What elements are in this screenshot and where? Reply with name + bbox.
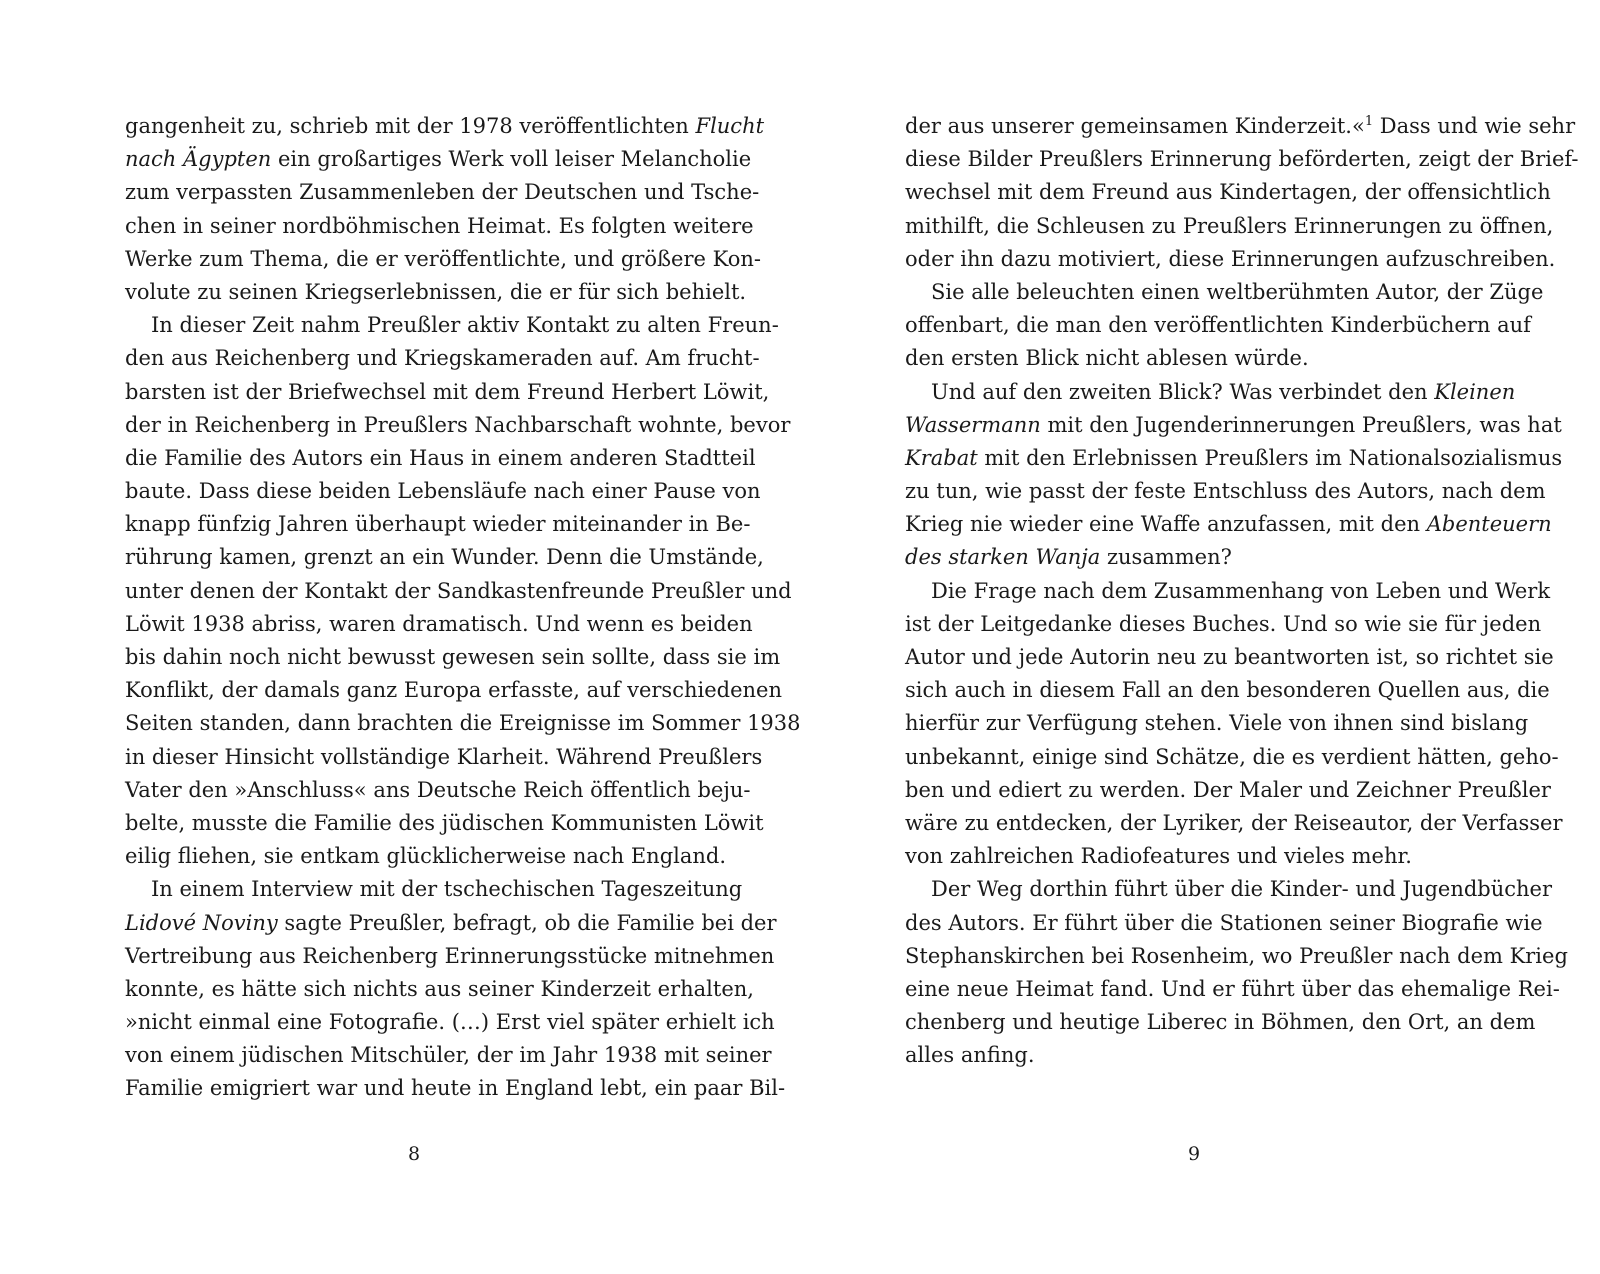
text-line: der aus unserer gemeinsamen Kinderzeit.«$^1$ Dass und wie sehr (905, 114, 1576, 138)
text-line: Seiten standen, dann brachten die Ereignisse im Sommer 1938 (125, 711, 801, 736)
left-page-body (125, 110, 801, 1106)
text-line: Krabat mit den Erlebnissen Preußlers im Nationalsozialismus (905, 445, 1563, 470)
text-line: knapp fünfzig Jahren überhaupt wieder miteinander in Be- (125, 512, 751, 537)
text-line: diese Bilder Preußlers Erinnerung beförderten, zeigt der Brief- (905, 147, 1579, 172)
text-line: des Autors. Er führt über die Stationen seiner Biografie wie (905, 910, 1543, 935)
text-line: Wassermann mit den Jugenderinnerungen Preußlers, was hat (905, 412, 1562, 437)
text-line: unbekannt, einige sind Schätze, die es verdient hätten, geho- (905, 744, 1559, 769)
text-line: oder ihn dazu motiviert, diese Erinnerungen aufzuschreiben. (905, 246, 1556, 271)
text-line: alles anfing. (905, 1043, 1035, 1068)
text-line: Familie emigriert war und heute in England lebt, ein paar Bil- (125, 1076, 786, 1101)
text-line: sich auch in diesem Fall an den besonderen Quellen aus, die (905, 678, 1550, 703)
text-line: baute. Dass diese beiden Lebensläufe nach einer Pause von (125, 479, 761, 504)
footnote-marker: 1 (1364, 114, 1374, 129)
text-line: Sie alle beleuchten einen weltberühmten Autor, der Züge (931, 279, 1544, 304)
text-line: unter denen der Kontakt der Sandkastenfreunde Preußler und (125, 578, 792, 603)
text-line: eilig fliehen, sie entkam glücklicherweise nach England. (125, 844, 727, 869)
right-page (800, 0, 1600, 1274)
text-line: chenberg und heutige Liberec in Böhmen, den Ort, an dem (905, 1010, 1536, 1035)
text-line: Die Frage nach dem Zusammenhang von Leben und Werk (931, 578, 1551, 603)
text-line: chen in seiner nordböhmischen Heimat. Es folgten weitere (125, 213, 754, 238)
text-line: Vater den »Anschluss« ans Deutsche Reich öffentlich beju- (125, 777, 751, 802)
text-line: der in Reichenberg in Preußlers Nachbarschaft wohnte, bevor (125, 412, 791, 437)
text-line: ist der Leitgedanke dieses Buches. Und so wie sie für jeden (905, 611, 1542, 636)
text-line: barsten ist der Briefwechsel mit dem Freund Herbert Löwit, (125, 379, 770, 404)
text-line: volute zu seinen Kriegserlebnissen, die er für sich behielt. (125, 279, 747, 304)
text-line: Der Weg dorthin führt über die Kinder- und Jugendbücher (931, 877, 1553, 902)
text-line: zum verpassten Zusammenleben der Deutschen und Tsche- (125, 180, 760, 205)
text-line: Autor und jede Autorin neu zu beantworten ist, so richtet sie (905, 645, 1554, 669)
text-line: den aus Reichenberg und Kriegskameraden auf. Am frucht- (125, 346, 760, 371)
right-page-body (905, 110, 1579, 1072)
text-line: Konflikt, der damals ganz Europa erfasste, auf verschiedenen (125, 678, 782, 703)
text-line: Vertreibung aus Reichenberg Erinnerungsstücke mitnehmen (125, 943, 775, 968)
text-line: Lidové Noviny sagte Preußler, befragt, ob die Familie bei der (125, 910, 777, 935)
text-line: Löwit 1938 abriss, waren dramatisch. Und wenn es beiden (125, 611, 753, 636)
text-line: In dieser Zeit nahm Preußler aktiv Kontakt zu alten Freun- (151, 313, 779, 338)
text-line: Und auf den zweiten Blick? Was verbindet den Kleinen (931, 379, 1516, 404)
text-line: Werke zum Thema, die er veröffentlichte, und größere Kon- (125, 246, 761, 271)
page-number: 9 (1187, 1143, 1201, 1165)
text-line: eine neue Heimat fand. Und er führt über das ehemalige Rei- (905, 976, 1560, 1001)
text-line: hierfür zur Verfügung stehen. Viele von ihnen sind bislang (905, 711, 1529, 736)
text-line: von einem jüdischen Mitschüler, der im Jahr 1938 mit seiner (125, 1043, 772, 1068)
text-line: ben und ediert zu werden. Der Maler und Zeichner Preußler (905, 777, 1551, 802)
text-line: den ersten Blick nicht ablesen würde. (905, 346, 1309, 371)
text-line: nach Ägypten ein großartiges Werk voll leiser Melancholie (125, 147, 752, 172)
text-line: rührung kamen, grenzt an ein Wunder. Denn die Umstände, (125, 545, 764, 570)
text-line: zu tun, wie passt der feste Entschluss des Autors, nach dem (905, 479, 1546, 504)
text-line: von zahlreichen Radiofeatures und vieles mehr. (905, 844, 1412, 869)
text-line: in dieser Hinsicht vollständige Klarheit. Während Preußlers (125, 744, 763, 769)
text-line: Stephanskirchen bei Rosenheim, wo Preußler nach dem Krieg (905, 943, 1568, 968)
text-line: wechsel mit dem Freund aus Kindertagen, der offensichtlich (905, 180, 1551, 205)
text-line: bis dahin noch nicht bewusst gewesen sein sollte, dass sie im (125, 645, 781, 669)
text-line: In einem Interview mit der tschechischen Tageszeitung (151, 877, 743, 902)
page-number: 8 (407, 1143, 421, 1165)
text-line: mithilft, die Schleusen zu Preußlers Erinnerungen zu öffnen, (905, 213, 1554, 238)
text-line: offenbart, die man den veröffentlichten Kinderbüchern auf (905, 313, 1531, 338)
text-line: »nicht einmal eine Fotografie. (…) Erst viel später erhielt ich (125, 1010, 775, 1035)
text-line: konnte, es hätte sich nichts aus seiner Kinderzeit erhalten, (125, 976, 754, 1001)
text-line: des starken Wanja zusammen? (905, 545, 1232, 570)
text-line: belte, musste die Familie des jüdischen Kommunisten Löwit (125, 810, 764, 835)
text-line: Krieg nie wieder eine Waffe anzufassen, mit den Abenteuern (905, 512, 1552, 537)
text-line: gangenheit zu, schrieb mit der 1978 veröffentlichten Flucht (125, 114, 765, 138)
text-line: die Familie des Autors ein Haus in einem anderen Stadtteil (125, 445, 756, 470)
text-line: wäre zu entdecken, der Lyriker, der Reiseautor, der Verfasser (905, 810, 1563, 835)
